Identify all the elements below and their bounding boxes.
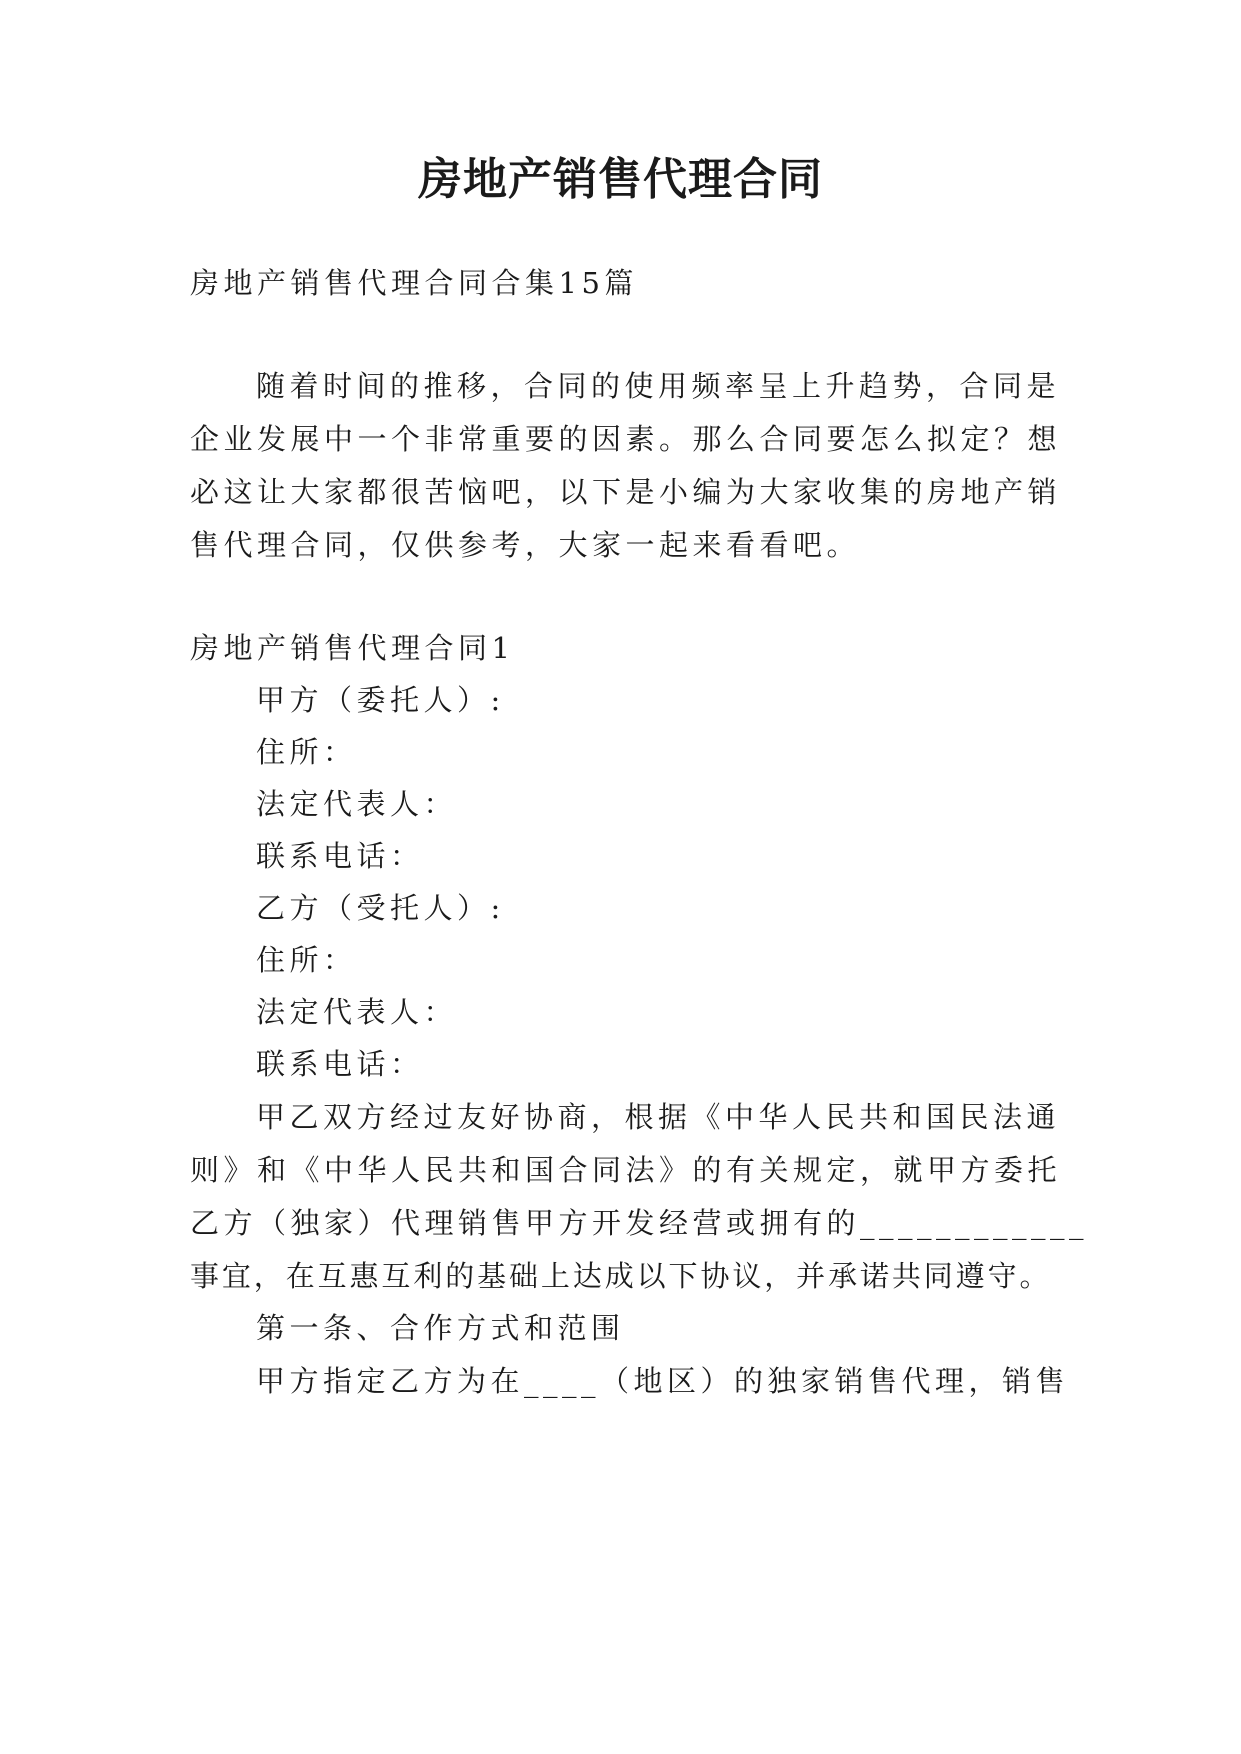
party-a-label: 甲方（委托人）:: [256, 683, 505, 717]
party-a-address-label: 住所：: [256, 735, 357, 769]
agreement-line-2: 则》和《中华人民共和国合同法》的有关规定，就甲方委托: [190, 1153, 1062, 1187]
intro-line-2: 企业发展中一个非常重要的因素。那么合同要怎么拟定？想: [190, 422, 1062, 456]
intro-line-1: 随着时间的推移，合同的使用频率呈上升趋势，合同是: [256, 369, 1061, 403]
intro-line-4: 售代理合同，仅供参考，大家一起来看看吧。: [190, 528, 861, 562]
document-subtitle: 房地产销售代理合同合集15篇: [190, 266, 638, 300]
party-b-phone-label: 联系电话：: [256, 1047, 424, 1081]
party-b-address-label: 住所：: [256, 943, 357, 977]
agreement-line-3: 乙方（独家）代理销售甲方开发经营或拥有的____________: [190, 1206, 1089, 1240]
document-title: 房地产销售代理合同: [418, 154, 823, 205]
section-heading: 房地产销售代理合同1: [190, 631, 515, 665]
intro-line-3: 必这让大家都很苦恼吧，以下是小编为大家收集的房地产销: [190, 475, 1062, 509]
agreement-line-4: 事宜，在互惠互利的基础上达成以下协议，并承诺共同遵守。: [190, 1259, 1050, 1293]
article-1-heading: 第一条、合作方式和范围: [256, 1311, 625, 1345]
party-a-phone-label: 联系电话：: [256, 839, 424, 873]
party-b-label: 乙方（受托人）:: [256, 891, 505, 925]
party-b-representative-label: 法定代表人：: [256, 995, 458, 1029]
article-1-text: 甲方指定乙方为在____（地区）的独家销售代理，销售: [256, 1364, 1070, 1398]
agreement-line-1: 甲乙双方经过友好协商，根据《中华人民共和国民法通: [256, 1100, 1061, 1134]
party-a-representative-label: 法定代表人：: [256, 787, 458, 821]
